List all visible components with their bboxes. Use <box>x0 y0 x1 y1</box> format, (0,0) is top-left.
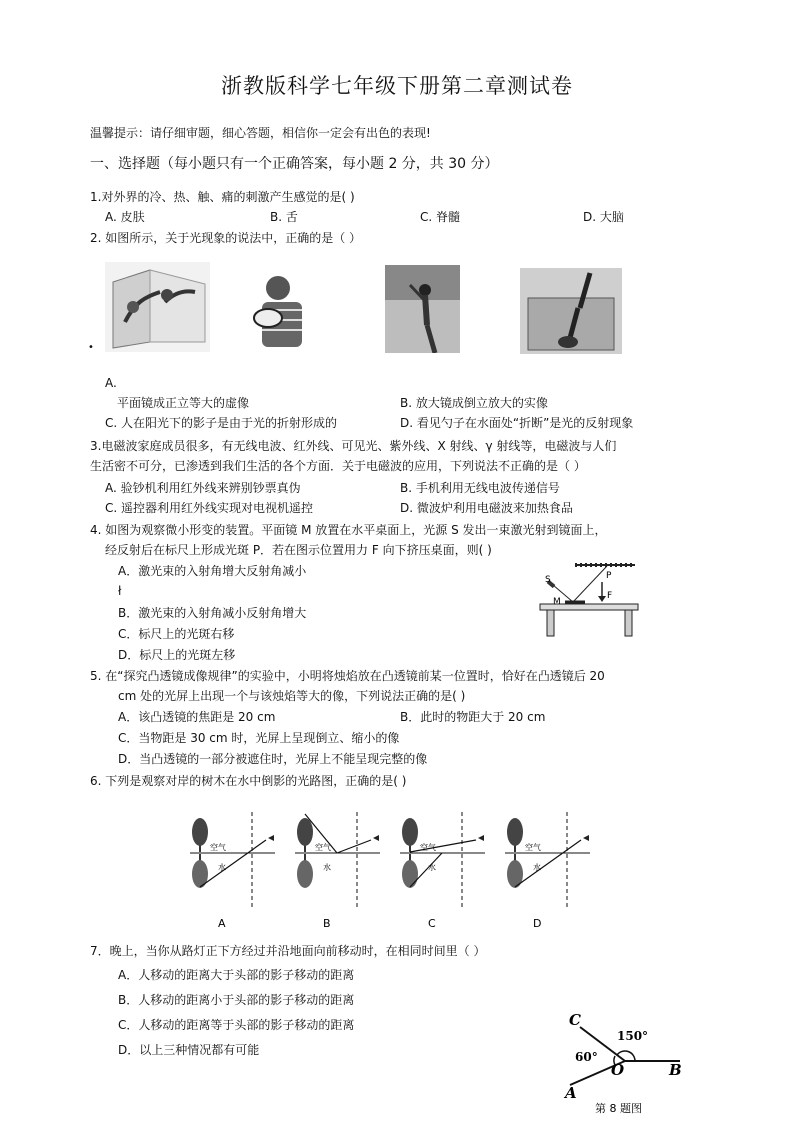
q8-label-o: O <box>611 1061 625 1079</box>
page-title: 浙教版科学七年级下册第二章测试卷 <box>221 74 573 98</box>
q2-option-a-label: A. <box>105 376 117 390</box>
q2-option-a: 平面镜成正立等大的虚像 <box>117 396 250 410</box>
fig-label-s: S <box>545 575 551 585</box>
q6-option-label: C <box>428 917 436 930</box>
q3-option-c: C. 遥控器利用红外线实现对电视机遥控 <box>105 501 314 515</box>
q2-option-b: B. 放大镜成倒立放大的实像 <box>400 396 548 410</box>
q8-caption: 第 8 题图 <box>595 1102 642 1115</box>
q8-label-c: C <box>569 1011 581 1029</box>
tip-text: 温馨提示：请仔细审题，细心答题，相信你一定会有出色的表现! <box>90 126 431 140</box>
q6-option-label: A <box>218 917 226 930</box>
q5-stem-line1: 5. 在“探究凸透镜成像规律”的实验中，小明将烛焰放在凸透镜前某一位置时，恰好在凸透镜后 20 <box>90 669 605 683</box>
q6-air-label: 空气 <box>525 843 541 852</box>
q1-stem: 1.对外界的冷、热、触、痛的刺激产生感觉的是( ) <box>90 190 355 204</box>
q7-option-c: C．人移动的距离等于头部的影子移动的距离 <box>118 1018 355 1032</box>
q6-panel <box>505 812 590 930</box>
q5-option-c: C．当物距是 30 cm 时，光屏上呈现倒立、缩小的像 <box>118 731 400 745</box>
q3-stem-line2: 生活密不可分，已渗透到我们生活的各个方面．关于电磁波的应用，下列说法不正确的是（ ） <box>90 459 586 473</box>
q3-stem-line1: 3.电磁波家庭成员很多，有无线电波、红外线、可见光、紫外线、X 射线、γ 射线等，电磁波与人们 <box>90 439 617 453</box>
q4-stem-line1: 4. 如图为观察微小形变的装置。平面镜 M 放置在水平桌面上，光源 S 发出一束激光射到镜面上， <box>90 523 607 537</box>
q8-label-a: A <box>565 1084 577 1102</box>
q6-air-label: 空气 <box>210 843 226 852</box>
q1-option-d: D. 大脑 <box>583 210 624 224</box>
q6-panel <box>190 812 275 930</box>
q2-option-d: D. 看见勺子在水面处“折断”是光的反射现象 <box>400 416 634 430</box>
q6-water-label: 水 <box>533 863 541 872</box>
q8-angle-60: 60° <box>575 1050 598 1064</box>
q3-option-a: A. 验钞机利用红外线来辨别钞票真伪 <box>105 481 301 495</box>
q6-water-label: 水 <box>323 863 331 872</box>
q6-reflection-diagrams <box>180 812 605 932</box>
q6-air-label: 空气 <box>420 843 436 852</box>
q2-stem: 2. 如图所示，关于光现象的说法中，正确的是（ ） <box>90 231 362 245</box>
q1-option-b: B. 舌 <box>270 210 298 224</box>
spoon-water-photo <box>520 268 622 354</box>
shadow-person-photo <box>385 265 460 353</box>
q5-stem-line2: cm 处的光屏上出现一个与该烛焰等大的像，下列说法正确的是( ) <box>118 689 466 703</box>
q4-option-b: B．激光束的入射角减小反射角增大 <box>118 606 307 620</box>
q5-option-a: A．该凸透镜的焦距是 20 cm <box>118 710 276 724</box>
q6-air-label: 空气 <box>315 843 331 852</box>
mirror-plant-photo <box>105 262 210 352</box>
section-heading: 一、选择题（每小题只有一个正确答案，每小题 2 分，共 30 分） <box>90 156 499 172</box>
q7-stem: 7．晚上，当你从路灯正下方经过并沿地面向前移动时，在相同时间里（ ） <box>90 944 486 958</box>
q4-option-c: C．标尺上的光斑右移 <box>118 627 235 641</box>
q4-option-a: A．激光束的入射角增大反射角减小 <box>118 564 307 578</box>
q7-option-d: D．以上三种情况都有可能 <box>118 1043 260 1057</box>
q7-option-b: B．人移动的距离小于头部的影子移动的距离 <box>118 993 355 1007</box>
fig-label-p: P <box>606 571 612 581</box>
q3-option-b: B. 手机利用无线电波传递信号 <box>400 481 560 495</box>
fig-label-m: M <box>553 597 561 607</box>
fig-label-f: F <box>607 591 613 601</box>
q3-option-d: D. 微波炉利用电磁波来加热食品 <box>400 501 573 515</box>
q2-dot: • <box>88 342 94 353</box>
q7-option-a: A．人移动的距离大于头部的影子移动的距离 <box>118 968 355 982</box>
q6-panel <box>295 812 380 930</box>
q2-option-c: C. 人在阳光下的影子是由于光的折射形成的 <box>105 416 338 430</box>
q8-angle-diagram <box>555 1005 690 1117</box>
q6-water-label: 水 <box>428 863 436 872</box>
magnifier-boy-photo <box>238 270 320 352</box>
q4-option-d: D．标尺上的光斑左移 <box>118 648 236 662</box>
q5-option-b: B．此时的物距大于 20 cm <box>400 710 546 724</box>
q4-mirror-table-diagram <box>535 560 640 640</box>
q6-stem: 6. 下列是观察对岸的树木在水中倒影的光路图，正确的是( ) <box>90 774 407 788</box>
q8-label-b: B <box>669 1061 682 1079</box>
q6-option-label: B <box>323 917 331 930</box>
q5-option-d: D．当凸透镜的一部分被遮住时，光屏上不能呈现完整的像 <box>118 752 428 766</box>
q1-option-c: C. 脊髓 <box>420 210 461 224</box>
q4-stem-line2: 经反射后在标尺上形成光斑 P．若在图示位置用力 F 向下挤压桌面，则( ) <box>105 543 492 557</box>
q8-angle-150: 150° <box>617 1029 649 1043</box>
q4-mark: ł <box>118 584 122 598</box>
q6-water-label: 水 <box>218 863 226 872</box>
q6-panel <box>400 812 485 930</box>
q6-option-label: D <box>533 917 542 930</box>
q1-option-a: A. 皮肤 <box>105 210 145 224</box>
